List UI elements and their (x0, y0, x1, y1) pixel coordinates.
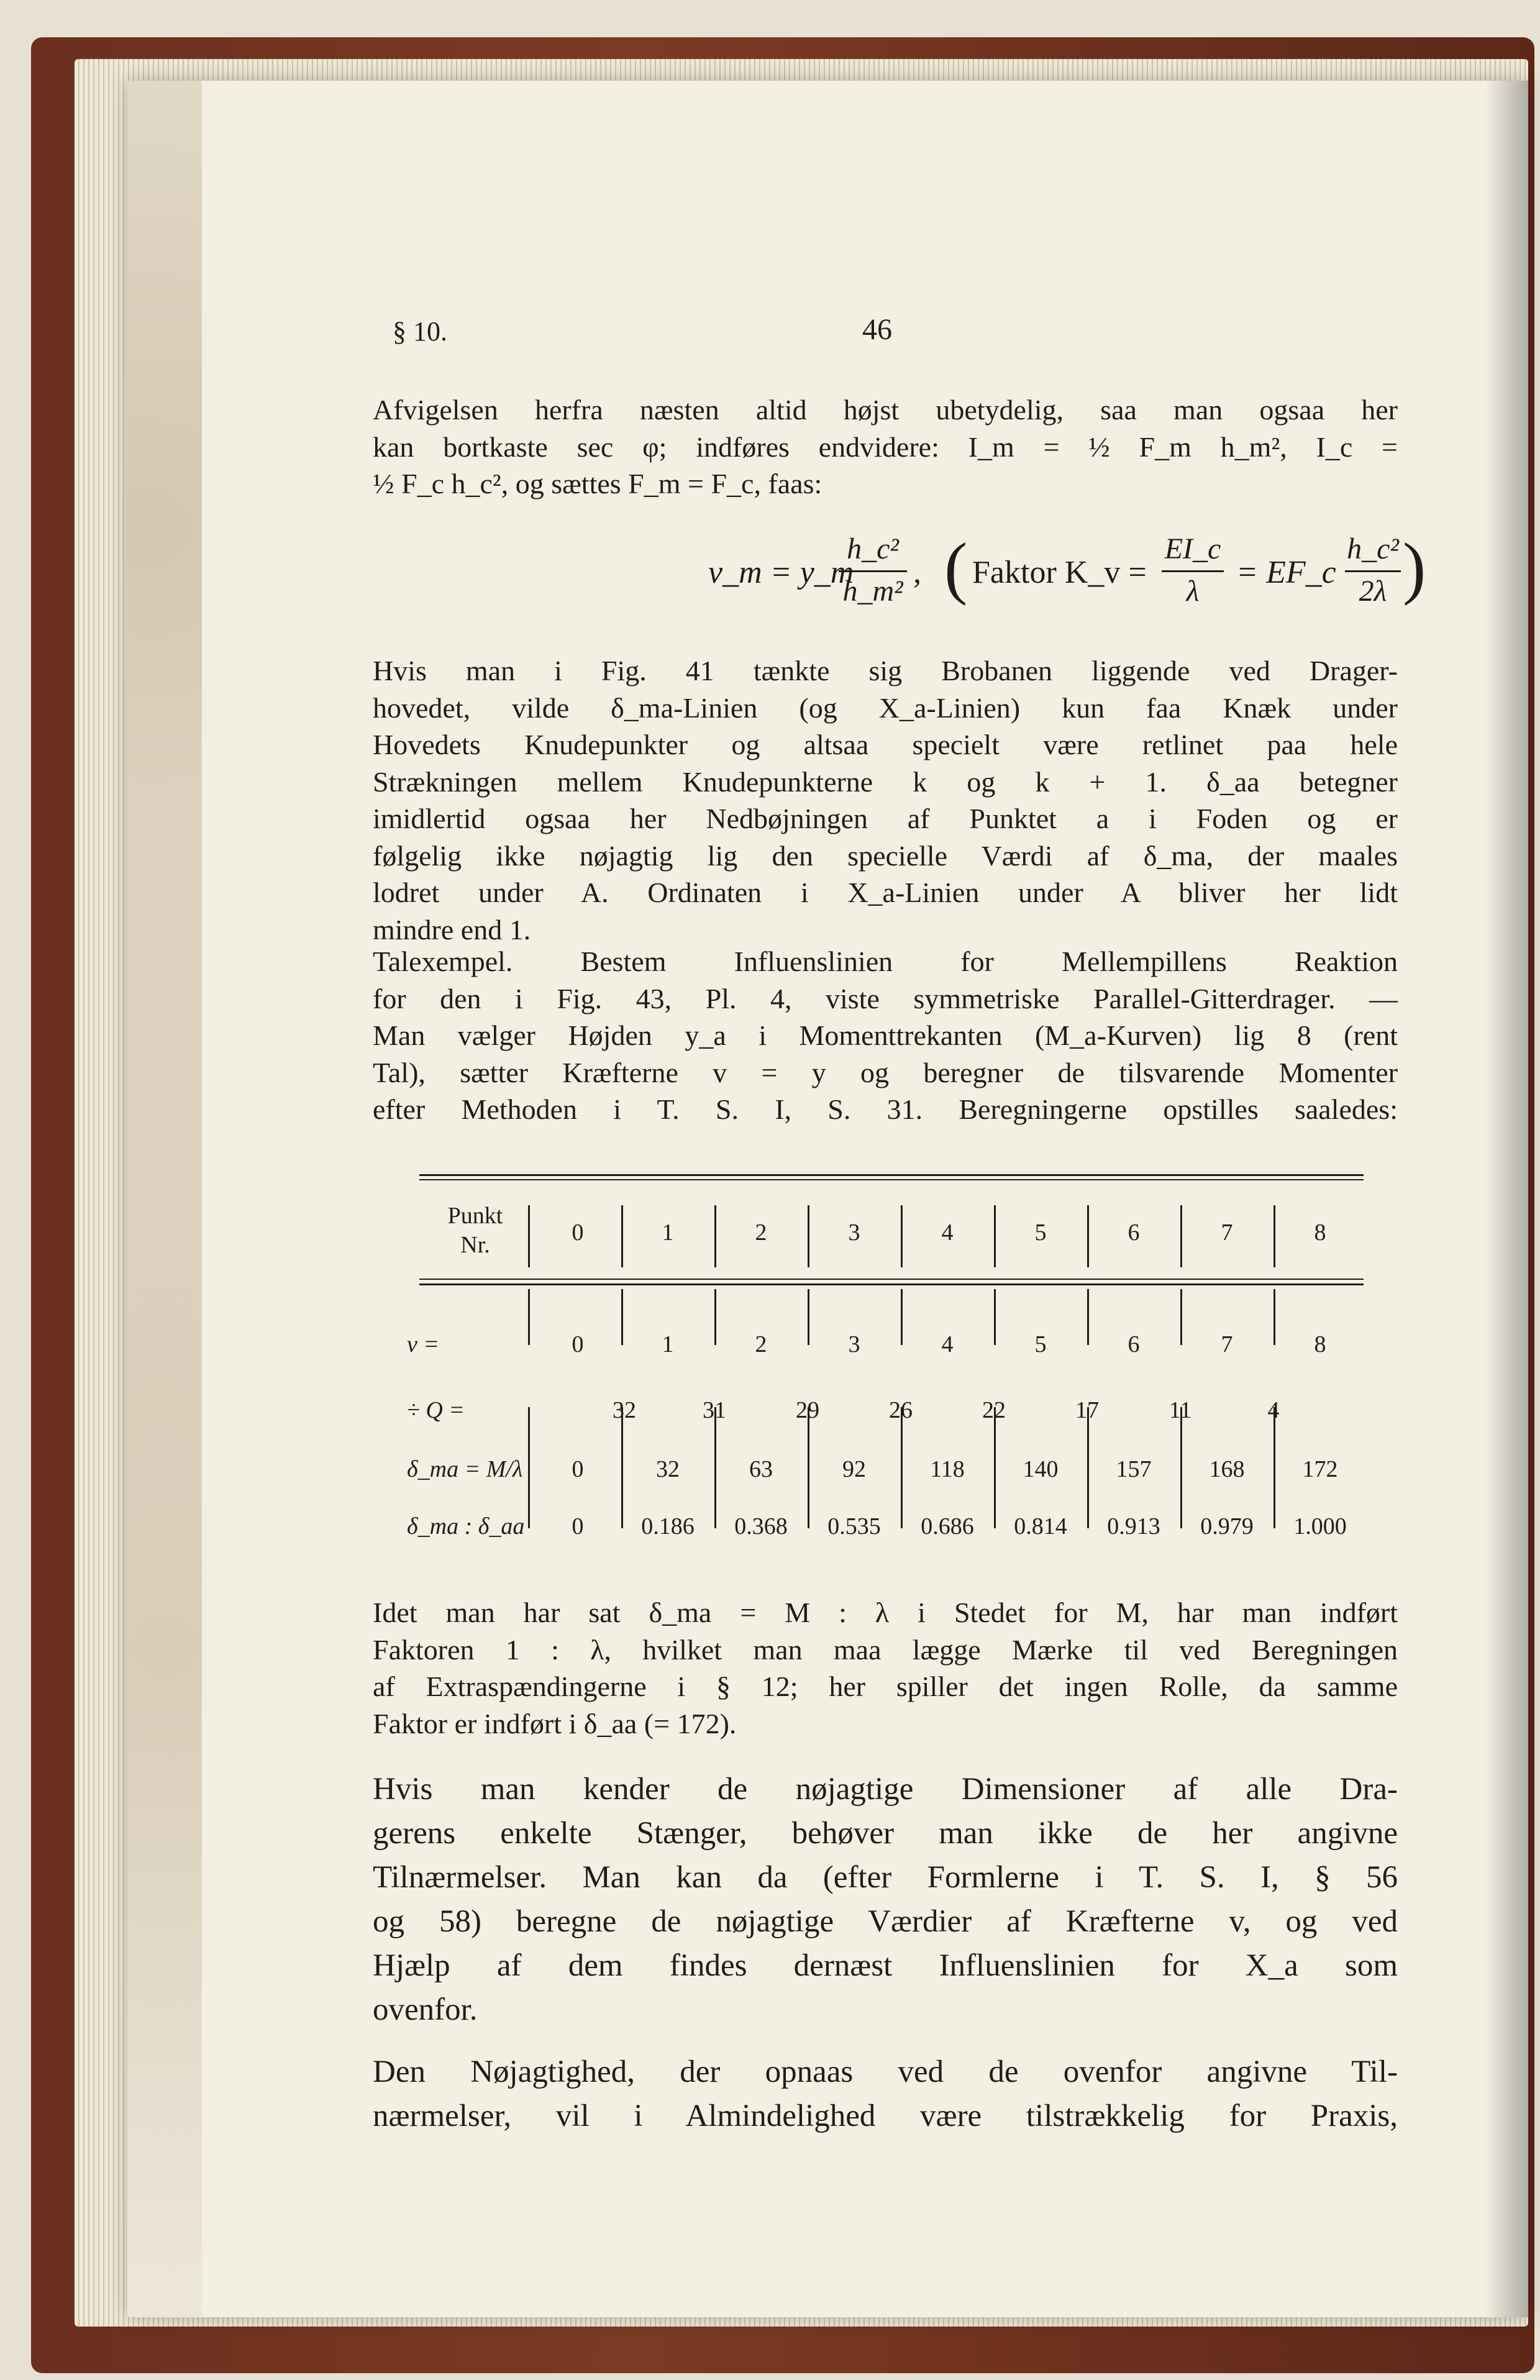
table-cell: 168 (1209, 1456, 1245, 1482)
table-cell: 11 (1169, 1397, 1192, 1423)
table-row-label: δ_ma : δ_aa (407, 1513, 525, 1539)
table-column-header: 0 (572, 1220, 584, 1246)
spine-shadow (1485, 81, 1528, 2317)
table-cell: 0.368 (734, 1513, 788, 1539)
table-cell: 92 (842, 1456, 866, 1482)
table-column-header: 3 (848, 1220, 860, 1246)
formula-lhs: v_m = y_m (708, 555, 854, 590)
text-line: Hvis man kender de nøjagtige Dimensioner af alle Dra- (373, 1772, 1398, 1807)
table-rule (528, 1289, 530, 1345)
text-line: Strækningen mellem Knudepunkterne k og k + 1. δ_aa betegner (373, 765, 1398, 798)
table-column-header: 7 (1221, 1220, 1233, 1246)
table-column-header: 6 (1128, 1220, 1140, 1246)
text-line: Den Nøjagtighed, der opnaas ved de ovenfor angivne Til- (373, 2054, 1398, 2089)
table-cell: 157 (1116, 1456, 1152, 1482)
text-line: lodret under A. Ordinaten i X_a-Linien under A bliver her lidt (373, 877, 1398, 908)
table-cell: 140 (1023, 1456, 1059, 1482)
table-column-header: 1 (662, 1220, 674, 1246)
display-formula: v_m = y_m h_c² h_m² , ( Faktor K_v = EI_c λ = EF_c h_c² 2λ ) (708, 529, 1426, 608)
text-line: følgelig ikke nøjagtig lig den specielle Værdi af δ_ma, der maales (373, 839, 1398, 872)
text-line: og 58) beregne de nøjagtige Værdier af Kræfterne v, og ved (373, 1904, 1398, 1939)
table-cell: 17 (1075, 1397, 1099, 1423)
table-column-header: 5 (1034, 1220, 1047, 1246)
fraction-bar (1162, 570, 1224, 572)
text-line: Faktoren 1 : λ, hvilket man maa lægge Mærke til ved Beregningen (373, 1633, 1398, 1666)
table-cell: 0 (572, 1513, 584, 1539)
text-line: Faktor er indført i δ_aa (= 172). (373, 1707, 737, 1739)
text-line: Hvis man i Fig. 41 tænkte sig Brobanen liggende ved Drager- (373, 655, 1398, 686)
formula-fraction-numerator: h_c² (847, 532, 899, 565)
formula-fraction-numerator: h_c² (1347, 532, 1399, 565)
table-row-label: δ_ma = M/λ (407, 1456, 523, 1482)
table-cell: 2 (755, 1331, 767, 1357)
table-cell: 172 (1302, 1456, 1338, 1482)
table-cell: 0.535 (827, 1513, 881, 1539)
table-cell: 26 (889, 1397, 913, 1423)
table-cell: 1.000 (1293, 1513, 1347, 1539)
table-cell: 1 (662, 1331, 674, 1357)
formula-factor-label: Faktor K_v = (972, 555, 1147, 590)
paragraph-noejagtighed (373, 2050, 1398, 2138)
table-cell: 31 (703, 1397, 726, 1423)
formula-fraction-denominator: 2λ (1359, 575, 1387, 608)
text-line: Tilnærmelser. Man kan da (efter Formlerne i T. S. I, § 56 (373, 1860, 1398, 1895)
table-cell: 0.186 (641, 1513, 695, 1539)
text-line: nærmelser, vil i Almindelighed være tilstrækkelig for Praxis, (373, 2099, 1398, 2133)
paragraph-intro (373, 391, 1398, 503)
text-line: Afvigelsen herfra næsten altid højst ubetydelig, saa man ogsaa her (373, 394, 1398, 426)
text-line: ½ F_c h_c², og sættes F_m = F_c, faas: (373, 468, 822, 499)
table-cell: 0 (572, 1331, 584, 1357)
formula-fraction-numerator: EI_c (1164, 532, 1221, 565)
paren-close: ) (1403, 529, 1426, 606)
table-cell: 4 (941, 1331, 954, 1357)
table-cell: 4 (1267, 1397, 1280, 1423)
table-rule (528, 1407, 530, 1528)
text-line: for den i Fig. 43, Pl. 4, viste symmetriske Parallel-Gitterdrager. — (373, 982, 1398, 1014)
table-cell: 32 (613, 1397, 636, 1423)
text-line: kan bortkaste sec φ; indføres endvidere: I_m = ½ F_m h_m², I_c = (373, 431, 1398, 463)
text-line: Tal), sætter Kræfterne v = y og beregner de tilsvarende Momenter (373, 1056, 1398, 1088)
text-line: mindre end 1. (373, 913, 531, 946)
table-cell: 0.686 (921, 1513, 974, 1539)
table-cell: 0.814 (1014, 1513, 1067, 1539)
table-cell: 32 (656, 1456, 680, 1482)
paragraph-idet-man (373, 1594, 1398, 1742)
text-line: hovedet, vilde δ_ma-Linien (og X_a-Linien) kun faa Knæk under (373, 691, 1398, 724)
formula-fraction-denominator: λ (1186, 575, 1200, 608)
calculation-table (407, 1168, 1364, 1553)
text-line: Hjælp af dem findes dernæst Influenslinien for X_a som (373, 1948, 1398, 1983)
text-line: Talexempel. Bestem Influenslinien for Mellempillens Reaktion (373, 946, 1398, 977)
table-column-header: 8 (1314, 1220, 1326, 1246)
table-column-header: 2 (755, 1220, 767, 1246)
table-column-header: 4 (941, 1220, 954, 1246)
table-cell: 3 (848, 1331, 860, 1357)
paragraph-dimensioner (373, 1767, 1398, 2032)
formula-fraction-denominator: h_m² (842, 575, 903, 608)
table-cell: 22 (982, 1397, 1006, 1423)
page-foxing (127, 81, 202, 2317)
table-header-label: Punkt (447, 1203, 503, 1229)
table-cell: 6 (1128, 1331, 1140, 1357)
paragraph-fig41 (373, 652, 1398, 948)
text-line: Idet man har sat δ_ma = M : λ i Stedet for M, har man indført (373, 1597, 1398, 1628)
text-line: gerens enkelte Stænger, behøver man ikke de her angivne (373, 1816, 1398, 1851)
table-cell: 5 (1034, 1331, 1047, 1357)
text-line: Hovedets Knudepunkter og altsaa specielt være retlinet paa hele (373, 729, 1398, 760)
text-line: efter Methoden i T. S. I, S. 31. Beregningerne opstilles saaledes: (373, 1093, 1398, 1125)
paren-open: ( (944, 529, 968, 606)
table-cell: 0.913 (1107, 1513, 1160, 1539)
table-cell: 7 (1221, 1331, 1233, 1357)
text-line: af Extraspændingerne i § 12; her spiller det ingen Rolle, da samme (373, 1671, 1398, 1702)
table-cell: 0.979 (1200, 1513, 1254, 1539)
table-rule (528, 1205, 530, 1267)
text-line: ovenfor. (373, 1992, 478, 2027)
paragraph-talexempel (373, 943, 1398, 1128)
table-cell: 0 (572, 1456, 584, 1482)
table-row-label: ÷ Q = (407, 1397, 465, 1423)
fraction-bar (1345, 570, 1401, 572)
fraction-bar (839, 570, 907, 572)
table-header-label: Nr. (460, 1232, 490, 1258)
text-line: Man vælger Højden y_a i Momenttrekanten (M_a-Kurven) lig 8 (rent (373, 1019, 1398, 1051)
page-number: 46 (862, 313, 892, 346)
table-cell: 8 (1314, 1331, 1326, 1357)
table-cell: 118 (930, 1456, 965, 1482)
text-line: imidlertid ogsaa her Nedbøjningen af Punktet a i Foden og er (373, 803, 1398, 834)
table-cell: 63 (749, 1456, 773, 1482)
table-cell: 29 (796, 1397, 819, 1423)
section-marker: § 10. (393, 316, 447, 347)
formula-equals: = EF_c (1236, 555, 1336, 590)
table-row-label: v = (407, 1331, 440, 1357)
